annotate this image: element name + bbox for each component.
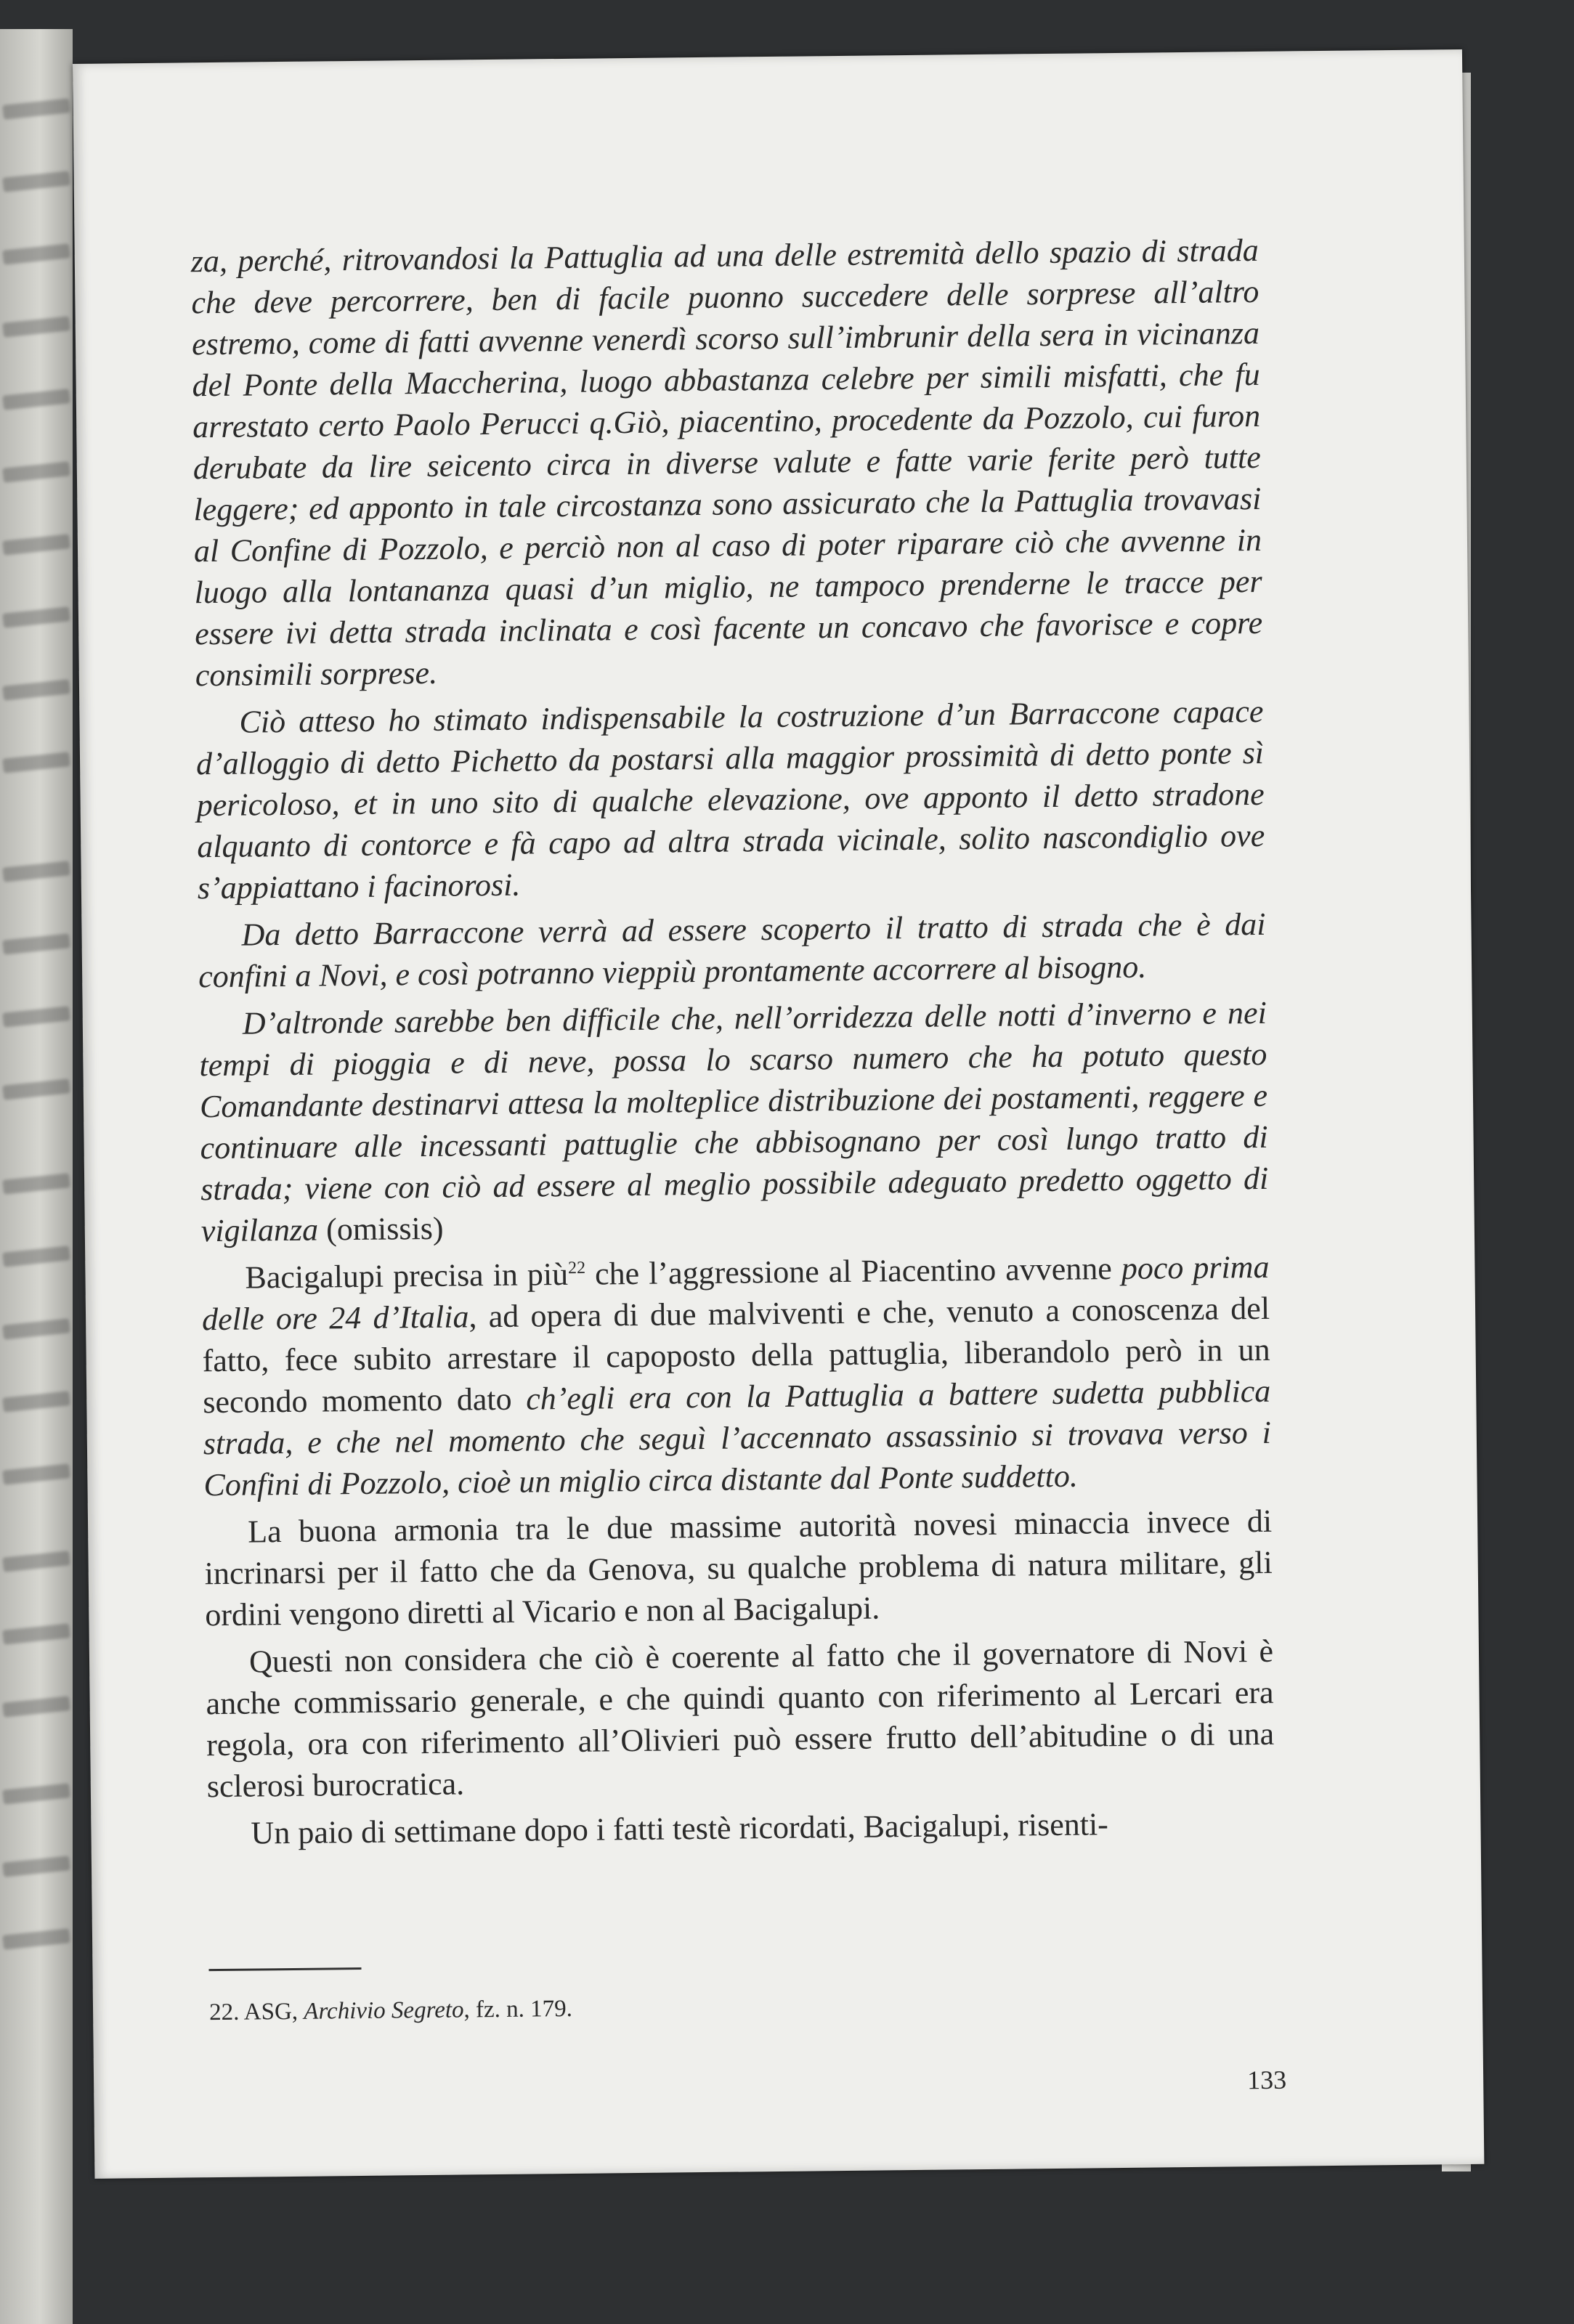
- book-page: [73, 49, 1484, 2179]
- italic-run: Archivio Segreto: [304, 1996, 464, 2025]
- text-run: 22. ASG,: [208, 1998, 304, 2026]
- paragraph-settimane: Un paio di settimane dopo i fatti testè ricordati, Bacigalupi, risenti-: [251, 1806, 1109, 1851]
- footnote-rule: [208, 1967, 361, 1971]
- quote-paragraph-1: za, perché, ritrovandosi la Pattuglia ad una delle estremità dello spazio di strada che deve percorrere, ben di facile puonno succedere delle sorprese all’altro estremo, come di fatti avvenne venerdì scorso sull’imbrunir della sera in vicinanza del Ponte della Maccherina, luogo abbastanza celebre per simili misfatti, che fu arrestato certo Paolo Perucci q.Giò, piacentino, procedente da Pozzolo, cui furon derubate da lire seicento circa in diverse valute e fatte varie ferite però tutte leggere; ed apponto in tale circostanza sono assicurato che la Pattuglia trovavasi al Confine di Pozzolo, e perciò non al caso di poter riparare ciò che avvenne in luogo alla lontananza quasi d’un miglio, ne tampoco prenderne le tracce per essere ivi detta strada inclinata e così facente un concavo che favorisce e copre consimili sorprese.: [190, 232, 1263, 694]
- paragraph-governatore: Questi non considera che ciò è coerente al fatto che il governatore di Novi è anche commissario generale, e che quindi quanto con riferimento al Lercari era regola, ora con riferimento all’Olivieri può essere frutto dell’abitudine o di una sclerosi burocratica.: [206, 1633, 1275, 1805]
- footnote-22: [209, 1994, 572, 2027]
- paragraph-bacigalupi: [201, 1246, 1272, 1506]
- italic-run: poco prima delle ore 24 d’Italia: [201, 1248, 1270, 1338]
- omissis-note: (omissis): [317, 1210, 444, 1248]
- footnote-ref-22: 22: [567, 1259, 586, 1278]
- text-run: , ad opera di due malviventi e che, venuto a conoscenza del fatto, fece subito arrestare il capoposto della pattuglia, liberandolo però in un secondo momento dato: [202, 1290, 1270, 1421]
- text-run: che l’aggressione al Piacentino avvenne: [585, 1250, 1122, 1292]
- page-number: 133: [1246, 2065, 1287, 2095]
- text-run: Bacigalupi precisa in più: [245, 1256, 569, 1296]
- body-text: [191, 229, 1275, 1860]
- quote-paragraph-3: Da detto Barraccone verrà ad essere scoperto il tratto di strada che è dai confini a Novi, e così potranno vieppiù prontamente accorrere al bisogno.: [198, 906, 1266, 995]
- quote-paragraph-4: [199, 992, 1270, 1251]
- italic-run: ch’egli era con la Pattuglia a battere sudetta pubblica strada, e che nel momento che seguì l’accennato assassinio si trovava verso i Confini di Pozzolo, cioè un miglio circa distante dal Ponte suddetto.: [203, 1373, 1272, 1503]
- quote-text: D’altronde sarebbe ben difficile che, nell’orridezza delle notti d’inverno e nei tempi di pioggia e di neve, possa lo scarso numero che ha potuto questo Comandante destinarvi attesa la molteplice distribuzione dei postamenti, reggere e continuare alle incessanti pattuglie che abbisognano per così lungo tratto di strada; viene con ciò ad essere al meglio possibile adeguato predetto oggetto di vigilanza: [199, 994, 1269, 1249]
- paragraph-armonia: La buona armonia tra le due massime autorità novesi minaccia invece di incrinarsi per il fatto che da Genova, su qualche problema di natura militare, gli ordini vengono diretti al Vicario e non al Bacigalupi.: [204, 1503, 1273, 1633]
- text-run: , fz. n. 179.: [463, 1995, 573, 2023]
- quote-paragraph-2: Ciò atteso ho stimato indispensabile la costruzione d’un Barraccone capace d’alloggio di detto Pichetto da postarsi alla maggior prossimità di detto ponte sì pericoloso, et in uno sito di qualche elevazione, ove apponto il detto stradone alquanto di contorce e fà capo ad altra strada vicinale, solito nascondiglio ove s’appiattano i facinorosi.: [195, 693, 1265, 906]
- facing-page-edge: [0, 29, 73, 2324]
